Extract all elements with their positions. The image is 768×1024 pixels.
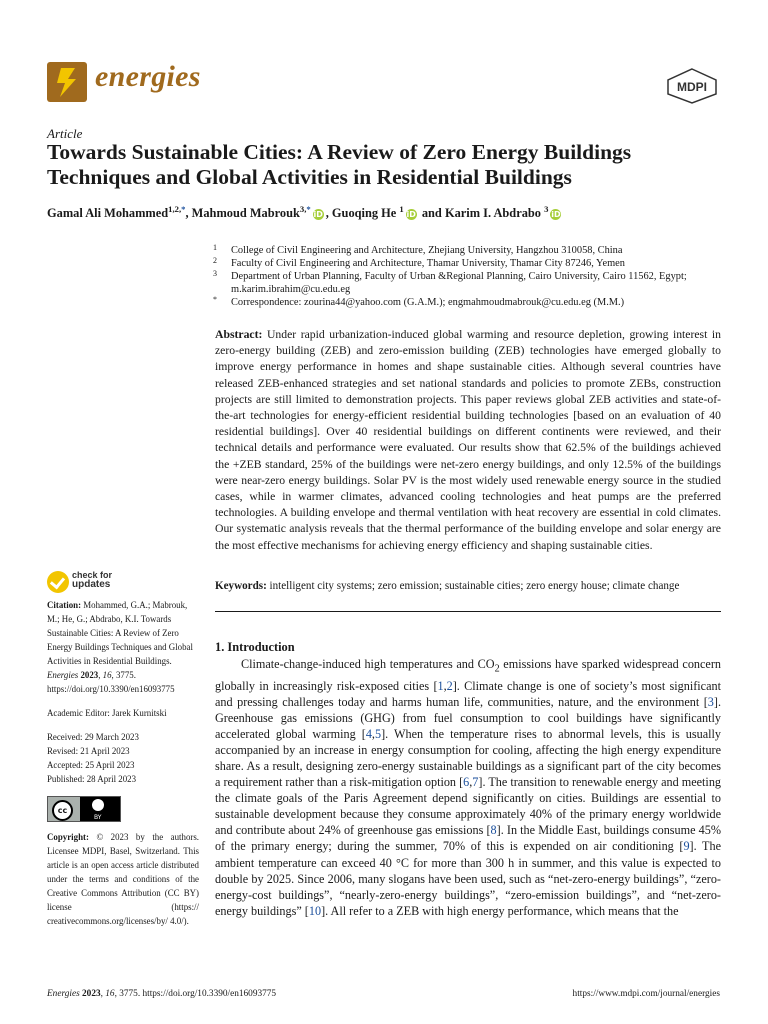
- publication-dates: Received: 29 March 2023 Revised: 21 April 2023 Accepted: 25 April 2023 Published: 28 April 2023: [47, 732, 139, 784]
- correspondence-link[interactable]: *: [181, 204, 186, 214]
- reference-link[interactable]: 4: [365, 726, 372, 741]
- keywords-text: intelligent city systems; zero emission; sustainable cities; zero energy house; climate change: [269, 580, 680, 592]
- article-type: Article: [47, 126, 83, 141]
- article-info-sidebar: [47, 598, 199, 928]
- author-name: Karim I. Abdrabo: [444, 206, 541, 221]
- author-name: Guoqing He: [331, 206, 397, 221]
- reference-link[interactable]: 7: [472, 775, 479, 790]
- citation: Citation: Mohammed, G.A.; Mabrouk, M.; He, G.; Abdrabo, K.I. Towards Sustainable Cities: A Review of Zero Energy Buildings Techniques and Global Activities in Residential Buildings. Energies 2023, 16, 3775. https://doi.org/10.3390/en16093775: [47, 600, 193, 694]
- reference-link[interactable]: 3: [707, 694, 714, 709]
- keywords: [215, 579, 735, 594]
- affiliation: 3 Department of Urban Planning, Faculty of Urban &Regional Planning, Cairo University, Cairo 11562, Egypt; m.karim.ibrahim@cu.edu.eg: [213, 269, 687, 295]
- author-name: Mahmoud Mabrouk: [191, 206, 300, 221]
- checkmark-icon: [47, 571, 69, 593]
- affiliation: 2 Faculty of Civil Engineering and Architecture, Thamar University, Thamar City 87246, Yemen: [213, 256, 625, 269]
- keywords-label: Keywords:: [215, 580, 267, 592]
- author-list: Gamal Ali Mohammed$^{1,2,*}$, Mahmoud Mabrouk$^{3,*}$iD , Guoqing He $^1$iD and Karim I. Abdrabo $^3$iD: [47, 204, 561, 221]
- orcid-icon[interactable]: iD: [551, 209, 561, 219]
- journal-url-link[interactable]: https://www.mdpi.com/journal/energies: [572, 989, 720, 999]
- reference-link[interactable]: 8: [490, 823, 497, 838]
- check-for-updates-button[interactable]: check for updates: [47, 571, 127, 595]
- article-title: Towards Sustainable Cities: A Review of Zero Energy Buildings Techniques and Global Activities in Residential Buildings: [47, 140, 632, 189]
- copyright-notice: Copyright: © 2023 by the authors. Licensee MDPI, Basel, Switzerland. This article is an open access article distributed under the terms and conditions of the Creative Commons Attribution (CC BY) license (https:// creativecommons.org/licenses/by/ 4.0/).: [47, 832, 200, 926]
- author-name: Gamal Ali Mohammed: [47, 206, 169, 221]
- correspondence: * Correspondence: zourina44@yahoo.com (G.A.M.); engmahmoudmabrouk@cu.edu.eg (M.M.): [213, 295, 625, 308]
- reference-link[interactable]: 9: [683, 839, 690, 854]
- orcid-icon[interactable]: iD: [313, 209, 323, 219]
- orcid-icon[interactable]: iD: [406, 209, 416, 219]
- journal-name: energies: [95, 60, 201, 93]
- citation-doi-link[interactable]: , 3775. https://doi.org/10.3390/en16093775: [47, 670, 175, 694]
- abstract-text: Under rapid urbanization-induced global warming and resource depletion, growing interest in zero-energy building (ZEB) and zero-emission building (ZEB) technologies have emerged globally to improve energy performance in homes and shape sustainable cities. Although several countries have released ZEB-enhanced strategies and set national standards and policies to promote ZEBs, construction projects are still limited to demonstration projects. This paper reviews global ZEB activities and state-of-the-art technologies for energy-efficient residential building technologies [based on an evaluation of 40 residential buildings]. Over 40 residential buildings on different continents were reviewed, and their technical details and performance were evaluated. Our results show that 62.5% of the buildings achieved the +ZEB standard, 25% of the buildings were net-zero energy buildings, and only 12.5% of the buildings were near-zero energy buildings. Solar PV is the most widely used renewable energy source in the studied cases, while in warmer climates, advanced cooling technologies and heat pumps are the preferred technologies. A building envelope and thermal ventilation with heat recovery are essential in cold climates. Our systematic analysis reveals that the thermal performance of the building envelope and solar energy are the most effective mechanisms for achieving energy efficiency and shaping sustainable cities.: [215, 328, 721, 552]
- abstract: [215, 327, 721, 554]
- journal-logo-icon: [47, 62, 87, 102]
- affiliation: 1 College of Civil Engineering and Architecture, Zhejiang University, Hangzhou 310058, China: [213, 243, 623, 256]
- footer-citation: Energies 2023, 16, 3775. https://doi.org/10.3390/en16093775: [47, 989, 277, 999]
- reference-link[interactable]: 10: [308, 903, 322, 918]
- reference-link[interactable]: 1: [437, 678, 444, 693]
- footer-doi-link[interactable]: , 3775. https://doi.org/10.3390/en16093775: [114, 989, 277, 999]
- abstract-label: Abstract:: [215, 328, 263, 341]
- section-heading-introduction: 1. Introduction: [215, 640, 295, 654]
- academic-editor: Academic Editor: Jarek Kurnitski: [47, 708, 167, 718]
- affiliations: [213, 244, 733, 309]
- divider: [215, 611, 721, 612]
- mdpi-logo: [666, 68, 718, 104]
- cc-by-license-icon[interactable]: cc BY: [47, 796, 121, 822]
- reference-link[interactable]: 2: [446, 678, 453, 693]
- introduction-body: Climate-change-induced high temperatures and $CO_2$ emissions have sparked widespread concern globally in increasingly risk-exposed cities [1,2]. Climate change is one of society’s most significant and pressing challenges today and harms human life, communities, nature, and the environment [3]. Greenhouse gas emissions (GHG) from fuel consumption to cool buildings have significantly accelerated global warming [4,5]. When the temperature rises to abnormal levels, this is usually accompanied by an increase in energy consumption for cooling, affecting the high energy expenditure share. As a result, designing zero-energy sustainable buildings as a significant part of the city becomes a requirement rather than a risk-mitigation option [6,7]. The transition to renewable energy and meeting the climate goals of the Paris Agreement depend significantly on cities. Buildings are essential to sustainable development because they consume approximately 40% of the primary energy worldwide and contribute about 24% of greenhouse gas emissions [8]. In the Middle East, buildings consume 45% of the primary energy; during the summer, 70% of this is expended on air conditioning [9]. The ambient temperature can exceed 40 °C for more than 300 h in summer, and this value is expected to double by 2025. Since 2006, many slogans have been used, such as “net-zero-energy buildings”, “zero-energy-cost buildings”, “nearly-zero-energy buildings”, “zero-emission buildings”, and “net-zero-energy buildings” [10]. All refer to a ZEB with high energy performance, which means that the: [215, 657, 722, 918]
- publisher-name: MDPI: [677, 80, 707, 94]
- reference-link[interactable]: 5: [374, 726, 382, 741]
- reference-link[interactable]: 6: [463, 775, 470, 790]
- correspondence-link[interactable]: *: [306, 204, 311, 214]
